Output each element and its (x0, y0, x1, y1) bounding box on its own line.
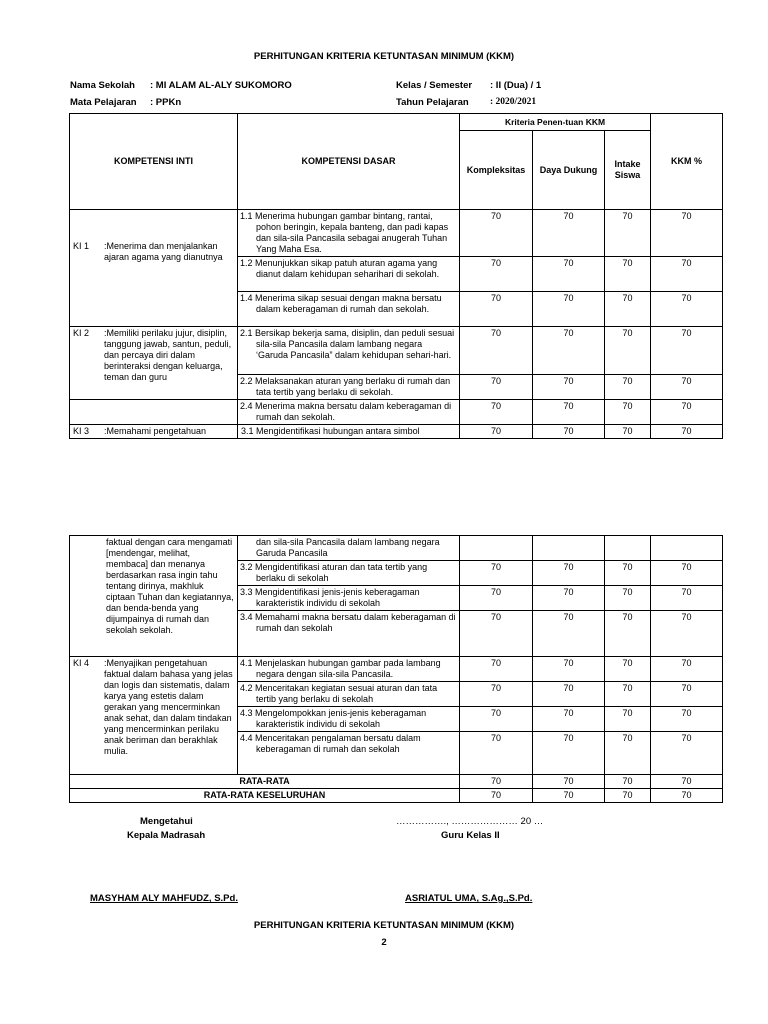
kd-4-3: 4.3 Mengelompokkan jenis-jenis keberagaman karakteristik individu di sekolah (238, 707, 460, 732)
value-cell: 70 (533, 775, 605, 789)
kd-4-1: 4.1 Menjelaskan hubungan gambar pada lambang negara dengan sila-sila Pancasila. (238, 657, 460, 682)
kd-4-2: 4.2 Menceritakan kegiatan sesuai aturan dan tata tertib yang berlaku di sekolah (238, 682, 460, 707)
subject-value: : PPKn (150, 97, 182, 108)
ki3-continued: faktual dengan cara mengamati [mendengar, melihat, membaca] dan menanya berdasarkan rasa ingin tahu tentang dirinya, makhluk ciptaan Tuhan dan kegiatannya, dan benda-benda yang dijumpainya di rumah dan sekolah sekolah. (70, 536, 238, 657)
value-cell: 70 (605, 775, 651, 789)
overall-average-row (70, 789, 723, 803)
footer-title: PERHITUNGAN KRITERIA KETUNTASAN MINIMUM (KKM) (253, 920, 515, 931)
value-cell: 70 (651, 425, 723, 439)
value-cell: 70 (533, 210, 605, 257)
value-cell: 70 (460, 257, 533, 292)
value-cell: 70 (651, 775, 723, 789)
value-cell: 70 (651, 611, 723, 657)
value-cell: 70 (460, 400, 533, 425)
value-cell: 70 (460, 657, 533, 682)
value-cell: 70 (460, 375, 533, 400)
value-cell: 70 (605, 611, 651, 657)
value-cell: 70 (605, 400, 651, 425)
value-cell: 70 (605, 657, 651, 682)
average-label: RATA-RATA (70, 775, 460, 789)
table-row (70, 657, 723, 682)
value-cell: 70 (605, 707, 651, 732)
value-cell: 70 (533, 561, 605, 586)
value-cell: 70 (605, 257, 651, 292)
table-row (70, 425, 723, 439)
header-criteria: Kriteria Penen-tuan KKM (460, 114, 651, 131)
value-cell: 70 (651, 257, 723, 292)
value-cell: 70 (651, 707, 723, 732)
kd-3-2: 3.2 Mengidentifikasi aturan dan tata tertib yang berlaku di sekolah (238, 561, 460, 586)
class-label: Kelas / Semester (396, 80, 473, 91)
value-cell: 70 (460, 586, 533, 611)
kd-2-2: 2.2 Melaksanakan aturan yang berlaku di rumah dan tata tertib yang berlaku di sekolah. (238, 375, 460, 400)
ki1-text: :Menerima dan menjalankan ajaran agama yang dianutnya (104, 241, 223, 262)
value-cell: 70 (605, 682, 651, 707)
ki4-cell (70, 657, 238, 775)
value-cell: 70 (651, 375, 723, 400)
table-row (70, 210, 723, 257)
value-cell: 70 (651, 210, 723, 257)
value-cell: 70 (533, 327, 605, 375)
value-cell: 70 (533, 611, 605, 657)
kd-1-2: 1.2 Menunjukkan sikap patuh aturan agama yang dianut dalam kehidupan seharihari di sekolah. (238, 257, 460, 292)
value-cell: 70 (651, 561, 723, 586)
date-line: ……………., ………………… 20 … (396, 816, 544, 827)
table-row (70, 400, 723, 425)
value-cell: 70 (533, 732, 605, 775)
kd-3-1-continued: dan sila-sila Pancasila dalam lambang negara Garuda Pancasila (238, 536, 460, 561)
document-title: PERHITUNGAN KRITERIA KETUNTASAN MINIMUM (KKM) (253, 51, 515, 62)
page-number: 2 (381, 937, 387, 948)
year-value: : 2020/2021 (490, 97, 537, 107)
teacher-name: ASRIATUL UMA, S.Ag.,S.Pd. (405, 893, 533, 904)
kkm-table-page1 (69, 113, 723, 439)
kd-1-1: 1.1 Menerima hubungan gambar bintang, rantai, pohon beringin, kepala banteng, dan padi kapas dan sila-sila Pancasila sebagai anugerah Tuhan Yang Maha Esa. (238, 210, 460, 257)
table-row (70, 327, 723, 375)
value-cell: 70 (605, 586, 651, 611)
class-value: : II (Dua) / 1 (490, 80, 542, 91)
ki4-code: KI 4 (73, 658, 90, 668)
kd-1-4: 1.4 Menerima sikap sesuai dengan makna bersatu dalam keberagaman di rumah dan sekolah. (238, 292, 460, 327)
head-role: Kepala Madrasah (127, 830, 206, 841)
value-cell: 70 (460, 682, 533, 707)
value-cell: 70 (533, 707, 605, 732)
empty-ki-cell (70, 400, 238, 425)
value-cell: 70 (651, 292, 723, 327)
ki2-code: KI 2 (73, 328, 90, 338)
header-complexity: Kompleksitas (460, 131, 533, 210)
value-cell: 70 (533, 586, 605, 611)
value-cell: 70 (605, 375, 651, 400)
empty-value-cell (651, 536, 723, 561)
ki1-cell (70, 210, 238, 327)
value-cell: 70 (651, 789, 723, 803)
value-cell: 70 (460, 561, 533, 586)
teacher-role: Guru Kelas II (441, 830, 500, 841)
empty-value-cell (460, 536, 533, 561)
value-cell: 70 (460, 425, 533, 439)
value-cell: 70 (460, 327, 533, 375)
empty-value-cell (533, 536, 605, 561)
kd-2-1: 2.1 Bersikap bekerja sama, disiplin, dan peduli sesuai sila-sila Pancasila dalam lambang negara ‘Garuda Pancasila” dalam kehidupan sehari-hari. (238, 327, 460, 375)
kd-3-3: 3.3 Mengidentifikasi jenis-jenis keberagaman karakteristik individu di sekolah (238, 586, 460, 611)
value-cell: 70 (460, 611, 533, 657)
value-cell: 70 (460, 210, 533, 257)
value-cell: 70 (460, 292, 533, 327)
empty-value-cell (605, 536, 651, 561)
header-intake: Intake Siswa (605, 131, 651, 210)
school-label: Nama Sekolah (70, 80, 135, 91)
value-cell: 70 (460, 789, 533, 803)
value-cell: 70 (651, 682, 723, 707)
header-kompetensi-dasar: KOMPETENSI DASAR (238, 114, 460, 210)
ki3-cell (70, 425, 238, 439)
year-label: Tahun Pelajaran (396, 97, 469, 108)
value-cell: 70 (460, 775, 533, 789)
value-cell: 70 (533, 375, 605, 400)
ki3-code: KI 3 (73, 426, 90, 436)
value-cell: 70 (533, 657, 605, 682)
kd-2-4: 2.4 Menerima makna bersatu dalam keberagaman di rumah dan sekolah. (238, 400, 460, 425)
value-cell: 70 (651, 657, 723, 682)
ki4-text: :Menyajikan pengetahuan faktual dalam bahasa yang jelas dan logis dan sistematis, dalam karya yang estetis dalam gerakan yang mencerminkan anak sehat, dan dalam tindakan yang mencerminkan perilaku anak beriman dan berakhlak mulia. (104, 658, 233, 756)
kd-4-4: 4.4 Menceritakan pengalaman bersatu dalam keberagaman di rumah dan sekolah (238, 732, 460, 775)
value-cell: 70 (605, 732, 651, 775)
value-cell: 70 (651, 400, 723, 425)
kd-3-1: 3.1 Mengidentifikasi hubungan antara simbol (238, 425, 460, 439)
value-cell: 70 (651, 586, 723, 611)
subject-label: Mata Pelajaran (70, 97, 137, 108)
head-name: MASYHAM ALY MAHFUDZ, S.Pd. (90, 893, 238, 904)
overall-average-label: RATA-RATA KESELURUHAN (70, 789, 460, 803)
ki3-text: :Memahami pengetahuan (104, 426, 207, 436)
value-cell: 70 (460, 707, 533, 732)
value-cell: 70 (533, 400, 605, 425)
table-row (70, 536, 723, 561)
value-cell: 70 (605, 292, 651, 327)
header-kkm: KKM % (651, 114, 723, 210)
ki2-text: :Memiliki perilaku jujur, disiplin, tanggung jawab, santun, peduli, dan percaya diri dalam berinteraksi dengan keluarga, teman dan guru (104, 328, 232, 382)
value-cell: 70 (533, 425, 605, 439)
value-cell: 70 (605, 561, 651, 586)
value-cell: 70 (605, 327, 651, 375)
ki1-code: KI 1 (73, 241, 90, 251)
value-cell: 70 (605, 425, 651, 439)
value-cell: 70 (533, 257, 605, 292)
value-cell: 70 (533, 292, 605, 327)
value-cell: 70 (651, 732, 723, 775)
header-support: Daya Dukung (533, 131, 605, 210)
kkm-table-page2 (69, 535, 723, 803)
known-label: Mengetahui (140, 816, 193, 827)
kd-3-4: 3.4 Memahami makna bersatu dalam keberagaman di rumah dan sekolah (238, 611, 460, 657)
ki2-cell (70, 327, 238, 400)
value-cell: 70 (605, 210, 651, 257)
school-value: : MI ALAM AL-ALY SUKOMORO (150, 80, 292, 91)
value-cell: 70 (533, 789, 605, 803)
value-cell: 70 (651, 327, 723, 375)
header-kompetensi-inti: KOMPETENSI INTI (70, 114, 238, 210)
value-cell: 70 (460, 732, 533, 775)
value-cell: 70 (533, 682, 605, 707)
average-row (70, 775, 723, 789)
value-cell: 70 (605, 789, 651, 803)
